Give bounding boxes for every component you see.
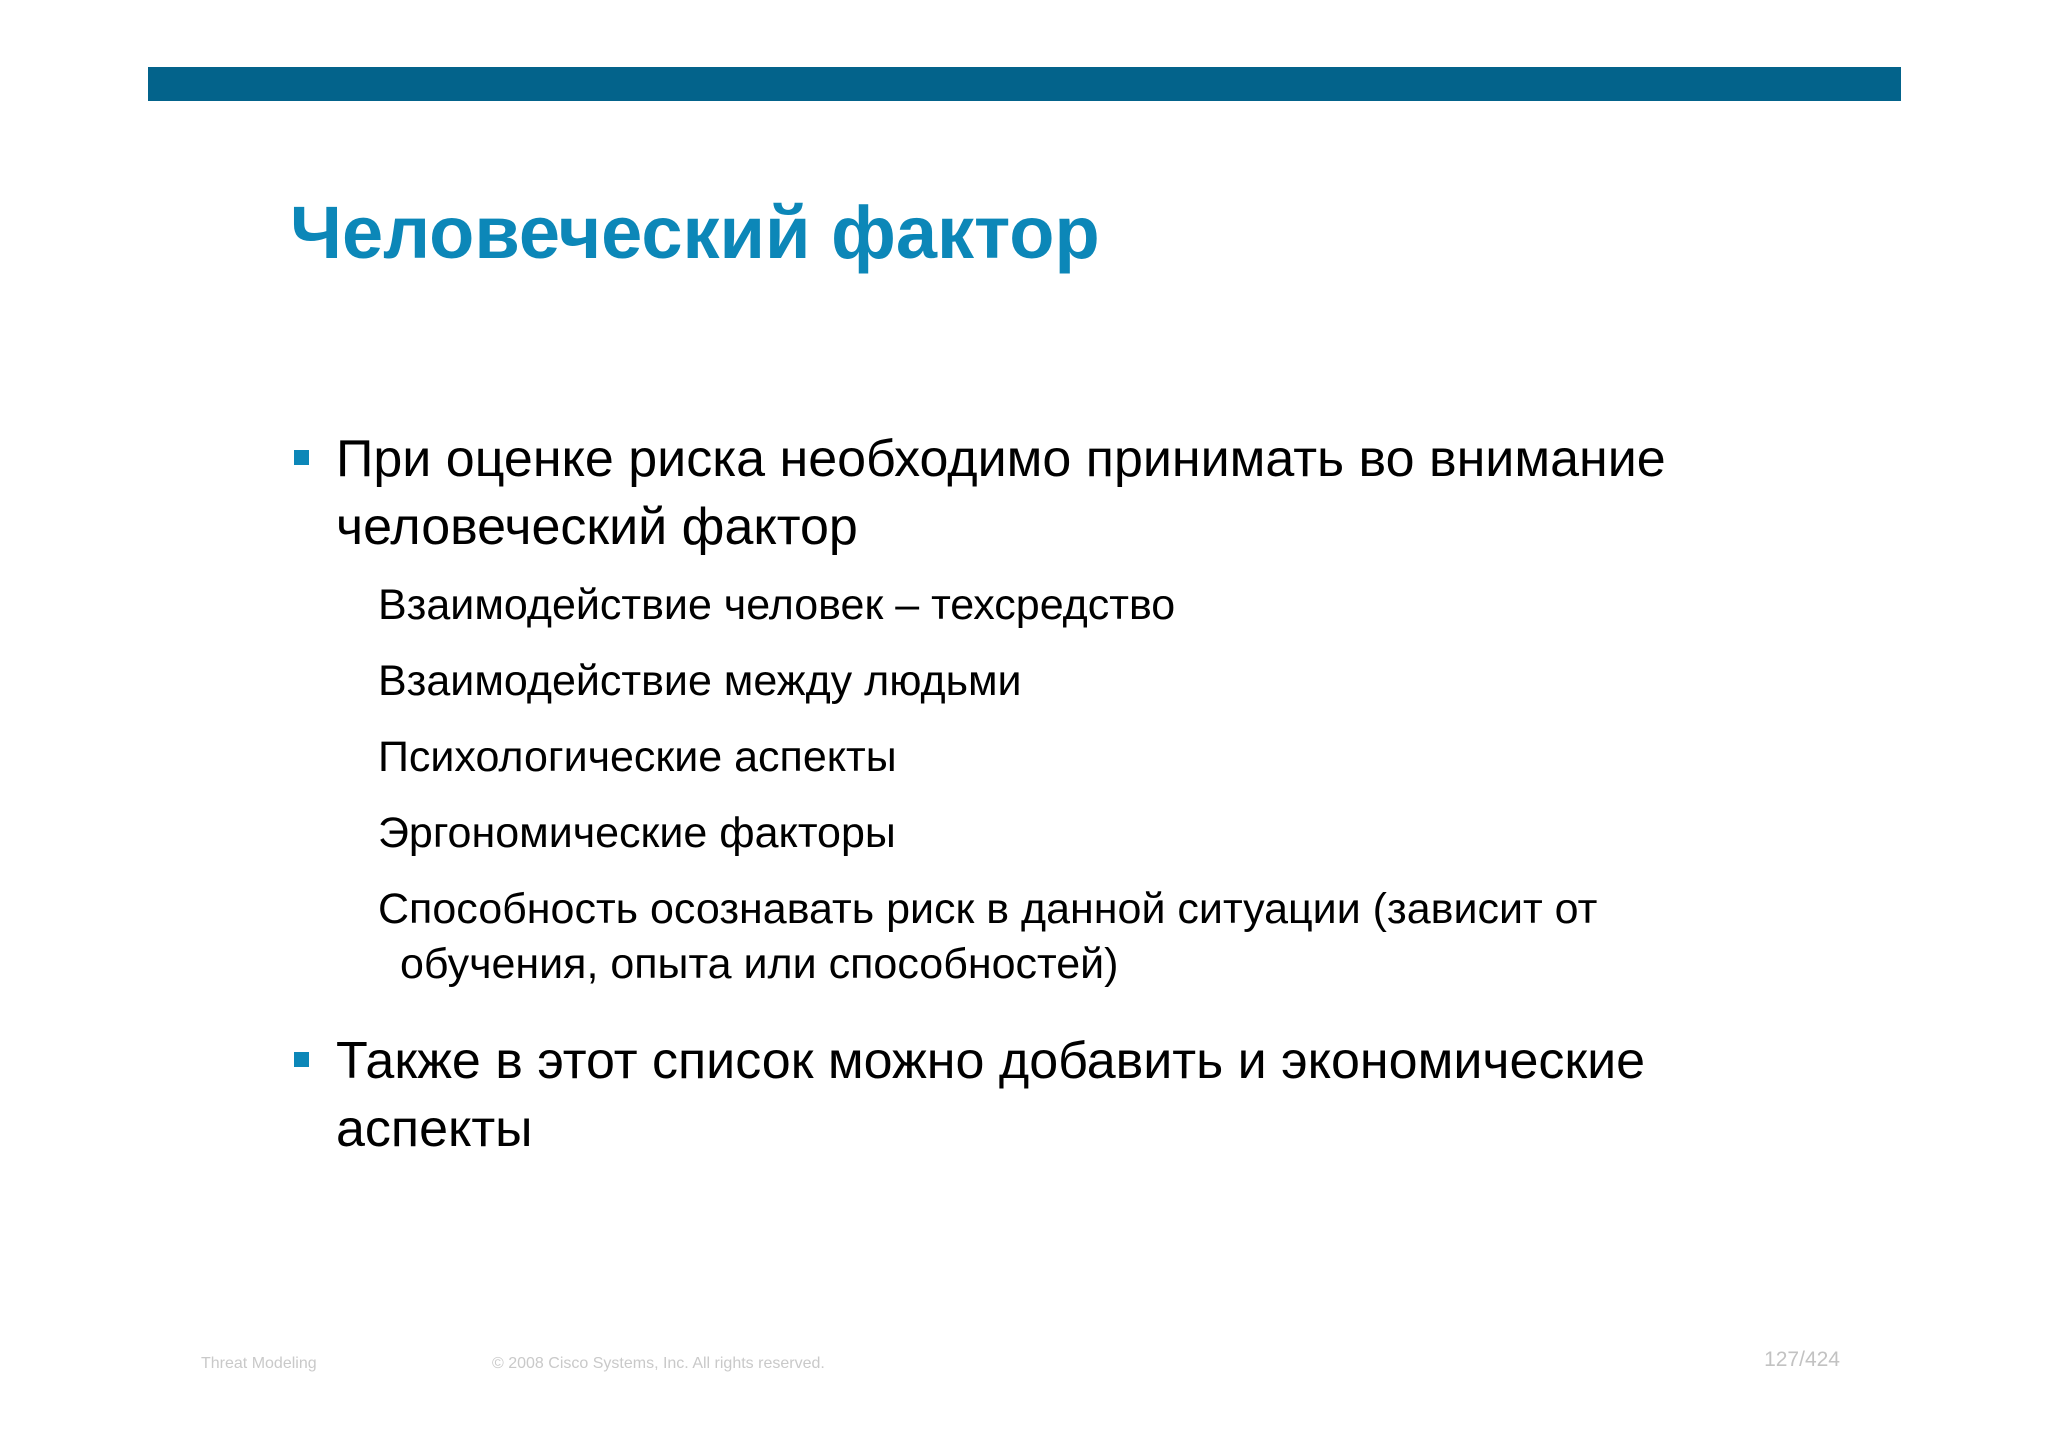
page-number: 127/424 [1764,1348,1840,1371]
sub-item-5 [378,882,1597,992]
sub-item-4: Эргономические факторы [378,809,896,857]
bullet-square-icon [294,450,309,465]
sub-item-3: Психологические аспекты [378,733,897,781]
sub-item-1: Взаимодействие человек – техсредство [378,581,1176,629]
bullet-square-icon [294,1052,309,1067]
top-banner-bar [148,67,1901,101]
bullet-2-text: Также в этот список можно добавить и экономические аспекты [336,1032,1646,1158]
sub-item-5-line-2: обучения, опыта или способностей) [400,940,1119,988]
bullet-1-text: При оценке риска необходимо принимать во внимание человеческий фактор [336,430,1666,556]
footer-left: Threat Modeling [201,1355,317,1372]
slide-title: Человеческий фактор [290,191,1100,274]
sub-item-2: Взаимодействие между людьми [378,657,1022,705]
sub-item-5-line-1: Способность осознавать риск в данной ситуации (зависит от [378,885,1598,933]
footer-copyright: © 2008 Cisco Systems, Inc. All rights reserved. [492,1355,825,1372]
